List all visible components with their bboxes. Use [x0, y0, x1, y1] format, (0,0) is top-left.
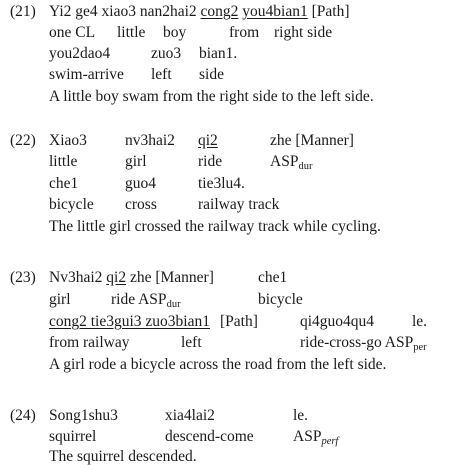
gloss-aspect: $ASP_{dur}$ [270, 153, 313, 172]
gloss-word: tie3lu4. [198, 175, 245, 192]
gloss-word: xia4lai2 [165, 407, 215, 424]
gloss-word: swim-arrive [49, 66, 124, 83]
gloss-word: [Path] [220, 313, 258, 330]
gloss-word: right side [274, 24, 333, 41]
gloss-aspect: $ASP_{perf}$ [293, 428, 339, 447]
gloss-word: bicycle [49, 196, 94, 213]
gloss-word: le. [412, 313, 428, 330]
free-translation: The little girl crossed the railway track while cycling. [49, 218, 381, 235]
gloss-word: cross [125, 196, 157, 213]
gloss-word: side [199, 66, 224, 83]
gloss-word: railway track [198, 196, 280, 213]
gloss-word: descend-come [165, 428, 254, 445]
gloss-word: from [229, 24, 260, 41]
free-translation: The squirrel descended. [49, 448, 197, 465]
manner-verb: qi2 [106, 269, 127, 286]
gloss-aspect: ride-cross-go $ASP_{per}$ [300, 334, 427, 353]
gloss-word: Song1shu3 [49, 407, 118, 424]
example-number: (22) [10, 132, 36, 149]
gloss-word: bian1. [199, 45, 238, 62]
gloss-word: left [181, 334, 202, 351]
manner-verb: qi2 [198, 132, 218, 149]
gloss-word: little [117, 24, 146, 41]
example-number: (23) [10, 269, 36, 286]
gloss-word: little [49, 153, 78, 170]
free-translation: A little boy swam from the right side to the left side. [49, 88, 374, 105]
gloss-word: che1 [49, 175, 79, 192]
gloss-line-chinese: Nv3hai2 qi2 zhe [Manner] [49, 269, 214, 286]
gloss-word: boy [163, 24, 187, 41]
path-phrase: cong2 tie3gui3 zuo3bian1 [49, 313, 210, 330]
gloss-word: one CL [49, 24, 96, 41]
gloss-word: le. [293, 407, 309, 424]
free-translation: A girl rode a bicycle across the road from the left side. [49, 356, 387, 373]
gloss-word: che1 [258, 269, 288, 286]
gloss-word: Xiao3 [49, 132, 87, 149]
gloss-aspect: ride $ASP_{dur}$ [111, 291, 181, 310]
gloss-word: squirrel [49, 428, 97, 445]
gloss-line-chinese: Yi2 ge4 xiao3 nan2hai2 cong2 you4bian1 [Path] [49, 3, 350, 20]
gloss-word: from railway [49, 334, 130, 351]
example-number: (24) [10, 407, 36, 424]
example-number: (21) [10, 3, 36, 20]
gloss-word: girl [125, 153, 147, 170]
path-noun: you4bian1 [242, 3, 308, 20]
gloss-word: bicycle [258, 291, 303, 308]
path-verb: cong2 [200, 3, 239, 20]
gloss-word: girl [49, 291, 71, 308]
gloss-word: guo4 [125, 175, 156, 192]
gloss-word: zuo3 [151, 45, 182, 62]
gloss-word: zhe [Manner] [270, 132, 354, 149]
gloss-word: nv3hai2 [125, 132, 175, 149]
gloss-word: qi4guo4qu4 [300, 313, 375, 330]
gloss-word: ride [198, 153, 223, 170]
gloss-word: left [151, 66, 172, 83]
gloss-word: you2dao4 [49, 45, 111, 62]
